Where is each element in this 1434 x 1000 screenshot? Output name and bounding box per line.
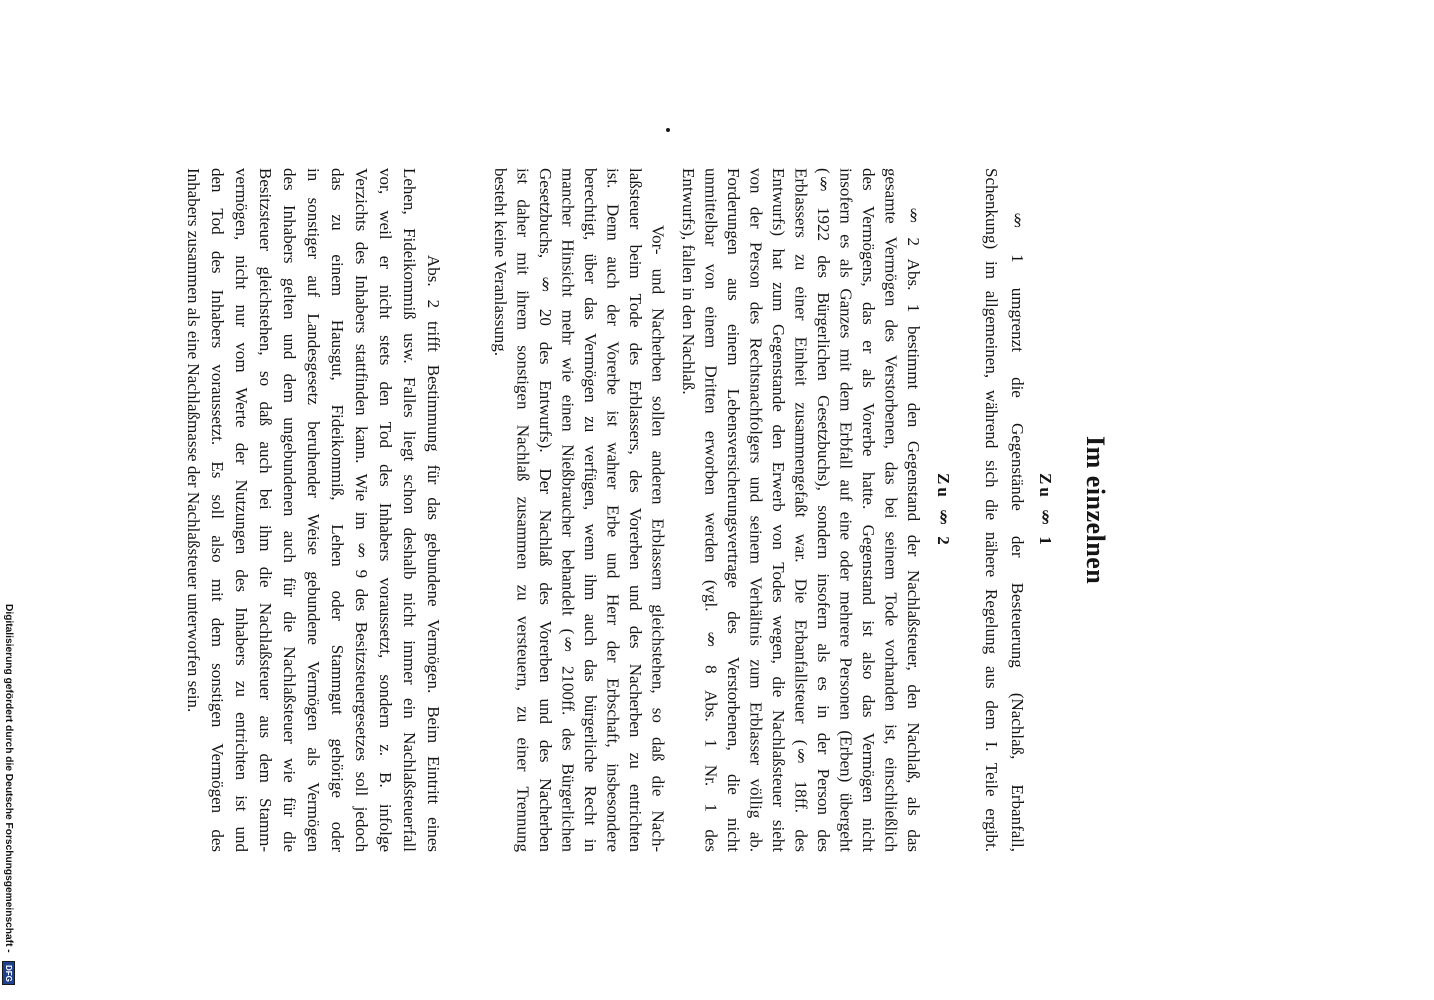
text-line: ist. Denn auch der Vorerbe ist wahrer Erbe und Herr der Erbschaft, insbesondere [603, 168, 623, 852]
text-line: vermögen, nicht nur vom Werte der Nutzungen des Inhabers zu entrichten ist und [232, 168, 251, 852]
text-line: Vor- und Nacherben sollen anderen Erblassern gleichstehen, so daß die Nach- [648, 225, 668, 852]
text-line: des Vermögens, das er als Vorerbe hatte. Gegenstand ist also das Vermögen nicht [859, 168, 878, 852]
text-line: Gesetzbuchs, § 20 des Entwurfs). Der Nachlaß des Vorerben und des Nacherben [536, 168, 555, 852]
text-line: unmittelbar von einem Dritten erworben werden (vgl. § 8 Abs. 1 Nr. 1 des [701, 168, 721, 852]
paragraph [181, 168, 445, 852]
text-line: gesamte Vermögen des Verstorbenen, das bei seinem Tode vorhanden ist, einschließlich [881, 168, 901, 852]
digitization-credit [2, 604, 15, 985]
text-line: ist daher mit ihrem sonstigen Nachlaß zusammen zu versteuern, zu einer Trennung [513, 168, 533, 852]
text-line: (§ 1922 des Bürgerlichen Gesetzbuchs), sondern insofern als es in der Person des [814, 168, 833, 852]
text-line: besteht keine Veranlassung. [491, 168, 510, 357]
text-line: Erblassers zu einer Einheit zusammengefaßt war. Die Erbanfallsteuer (§ 18ff. des [791, 168, 811, 852]
page-title: Im einzelnen [1081, 435, 1110, 585]
text-line: Abs. 2 trifft Bestimmung für das gebundene Vermögen. Beim Eintritt eines [424, 255, 443, 852]
text-line: Schenkung) im allgemeinen, während sich die nähere Regelung aus dem I. Teile ergibt. [982, 168, 1001, 852]
text-line: Lehen, Fideikommiß usw. Falles liegt schon deshalb nicht immer ein Nachlaßsteuerfall [400, 168, 419, 852]
text-line: den Tod des Inhabers voraussetzt. Es soll also mit dem sonstigen Vermögen des [208, 168, 227, 852]
section-heading: Zu § 2 [934, 472, 953, 548]
text-line: Forderungen aus einem Lebensversicherungsvertrage des Verstorbenen, die nicht [724, 168, 743, 852]
text-line: insofern es als Ganzes mit dem Erbfall auf eine oder mehrere Personen (Erben) übergeht [836, 168, 856, 852]
text-line: Entwurfs) hat zum Gegenstande den Erwerb von Todes wegen, die Nachlaßsteuer sieht [769, 168, 788, 852]
text-line: in sonstiger auf Landesgesetz beruhender Weise gebundene Vermögen als Vermögen [304, 168, 323, 852]
text-line: Inhabers zusammen als eine Nachlaßmasse der Nachlaßsteuer unterworfen sein. [184, 168, 203, 713]
scan-speck [666, 128, 670, 132]
text-line: vor, weil er nicht stets den Tod des Inhabers voraussetzt, sondern z. B. infolge [376, 168, 395, 852]
text-line: laßsteuer beim Tode des Erblassers, des Vorerben und des Nacherben zu entrichten [626, 168, 645, 852]
text-line: § 2 Abs. 1 bestimmt den Gegenstand der Nachlaßsteuer, den Nachlaß, als das [904, 205, 923, 852]
section-heading: Zu § 1 [1036, 472, 1055, 548]
paragraph [677, 168, 925, 852]
digitization-credit-text: Digitalisierung gefördert durch die Deutsche Forschungsgemeinschaft - [3, 604, 14, 953]
paragraph [489, 168, 669, 852]
page-text-block [160, 168, 1110, 852]
text-line: mancher Hinsicht mehr wie einen Nießbraucher behandelt (§ 2100ff. des Bürgerlichen [558, 168, 578, 852]
text-line: berechtigt, über das Vermögen zu verfügen, wenn ihm auch das bürgerliche Recht in [581, 168, 600, 852]
text-line: § 1 umgrenzt die Gegenstände der Besteuerung (Nachlaß, Erbanfall, [1008, 210, 1027, 852]
section-1 [978, 168, 1056, 852]
text-line: des Inhabers gelten und dem ungebundenen auch für die Nachlaßsteuer wie für die [280, 168, 299, 852]
text-line: das zu einem Hausgut, Fideikommiß, Lehen oder Stammgut gehörige oder [328, 168, 347, 852]
text-line: von der Person des Rechtsnachfolgers und seinem Verhältnis zum Erblasser völlig ab. [746, 168, 766, 852]
text-line: Verzichts des Inhabers stattfinden kann. Wie im § 9 des Besitzsteuergesetzes soll jedoch [352, 168, 371, 852]
paragraph [978, 168, 1030, 852]
section-2 [181, 168, 954, 852]
text-line: Besitzsteuer gleichstehen, so daß auch bei ihm die Nachlaßsteuer aus dem Stamm- [256, 168, 275, 852]
text-line: Entwurfs), fallen in den Nachlaß. [679, 168, 698, 395]
dfg-logo: DFG [2, 961, 15, 986]
